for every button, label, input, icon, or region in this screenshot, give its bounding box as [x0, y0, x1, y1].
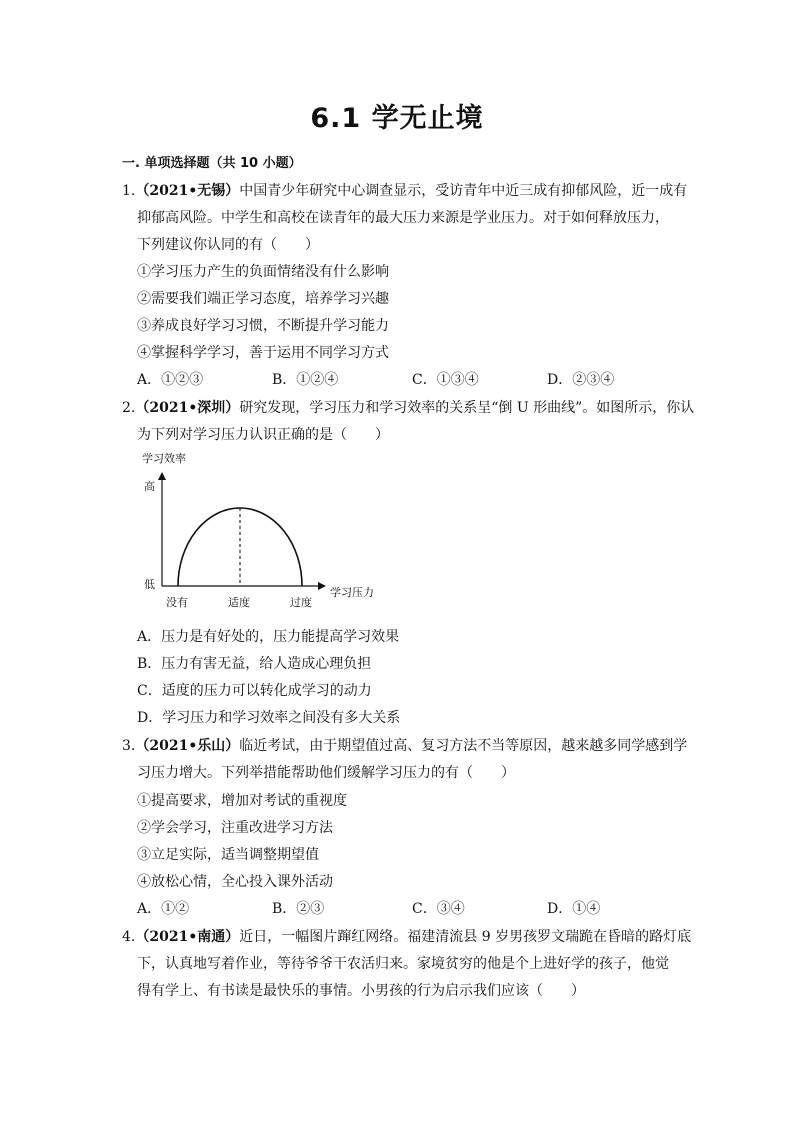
- statement: ③养成良好学习习惯，不断提升学习能力: [137, 318, 389, 334]
- y-tick-high: 高: [144, 480, 155, 493]
- option-b: B．压力有害无益，给人造成心理负担: [137, 656, 372, 672]
- page-title: 6.1 学无止境: [310, 103, 484, 134]
- x-axis-arrow: [318, 582, 326, 590]
- x-axis-label: 学习压力: [330, 586, 374, 599]
- x-tick-excessive: 过度: [290, 596, 312, 609]
- statement: ②学会学习，注重改进学习方法: [137, 820, 333, 836]
- question-text: 习压力增大。下列举措能帮助他们缓解学习压力的有（ ）: [137, 765, 515, 781]
- option-d: D．①④: [547, 901, 601, 917]
- question-source: （2021•南通）: [135, 929, 240, 945]
- answer-options: [137, 369, 657, 389]
- x-tick-moderate: 适度: [228, 596, 250, 609]
- option-a: A．①②: [137, 901, 190, 917]
- question-source: （2021•乐山）: [135, 738, 240, 754]
- question-text: 抑郁高风险。中学生和高校在读青年的最大压力来源是学业压力。对于如何释放压力，: [137, 210, 669, 226]
- statement: ①学习压力产生的负面情绪没有什么影响: [137, 264, 389, 280]
- option-a: A．①②③: [137, 372, 204, 388]
- question-2-first-line: [122, 397, 694, 417]
- option-c: C．③④: [412, 901, 465, 917]
- question-number: 4.: [122, 929, 136, 945]
- question-text: 近日，一幅图片蹿红网络。福建清流县 9 岁男孩罗文瑞跪在昏暗的路灯底: [239, 929, 692, 945]
- y-tick-low: 低: [144, 578, 155, 591]
- question-text: 研究发现，学习压力和学习效率的关系呈“倒 U 形曲线”。如图所示，你认: [239, 400, 695, 416]
- question-source: （2021•深圳）: [135, 400, 240, 416]
- question-number: 2.: [122, 400, 136, 416]
- x-tick-none: 没有: [166, 596, 188, 609]
- question-3-first-line: [122, 735, 687, 755]
- option-a: A．压力是有好处的，压力能提高学习效果: [137, 629, 400, 645]
- option-d: D．②③④: [547, 372, 615, 388]
- question-text: 临近考试，由于期望值过高、复习方法不当等原因，越来越多同学感到学: [239, 738, 688, 754]
- option-c: C．适度的压力可以转化成学习的动力: [137, 683, 372, 699]
- option-b: B．①②④: [272, 372, 339, 388]
- question-1-first-line: [122, 180, 687, 200]
- question-text: 下列建议你认同的有（ ）: [137, 237, 319, 253]
- statement: ③立足实际，适当调整期望值: [137, 847, 319, 863]
- question-source: （2021•无锡）: [135, 183, 240, 199]
- inverted-u-chart: [130, 452, 390, 612]
- question-text: 为下列对学习压力认识正确的是（ ）: [137, 427, 389, 443]
- statement: ④放松心情，全心投入课外活动: [137, 874, 333, 890]
- statement: ②需要我们端正学习态度，培养学习兴趣: [137, 291, 389, 307]
- question-text: 中国青少年研究中心调查显示，受访青年中近三成有抑郁风险，近一成有: [239, 183, 688, 199]
- statement: ①提高要求，增加对考试的重视度: [137, 793, 347, 809]
- question-text: 下，认真地写着作业，等待爷爷干农活归来。家境贫穷的他是个上进好学的孩子，他觉: [137, 956, 669, 972]
- y-axis-label: 学习效率: [142, 452, 186, 465]
- answer-options: [137, 898, 657, 918]
- question-number: 3.: [122, 738, 136, 754]
- question-number: 1.: [122, 183, 136, 199]
- section-heading: 一. 单项选择题（共 10 小题）: [122, 156, 302, 171]
- option-d: D．学习压力和学习效率之间没有多大关系: [137, 710, 401, 726]
- option-b: B．②③: [272, 901, 325, 917]
- question-text: 得有学上、有书读是最快乐的事情。小男孩的行为启示我们应该（ ）: [137, 983, 585, 999]
- question-4-first-line: [122, 926, 691, 946]
- option-c: C．①③④: [412, 372, 479, 388]
- statement: ④掌握科学学习，善于运用不同学习方式: [137, 345, 389, 361]
- y-axis-arrow: [158, 472, 166, 480]
